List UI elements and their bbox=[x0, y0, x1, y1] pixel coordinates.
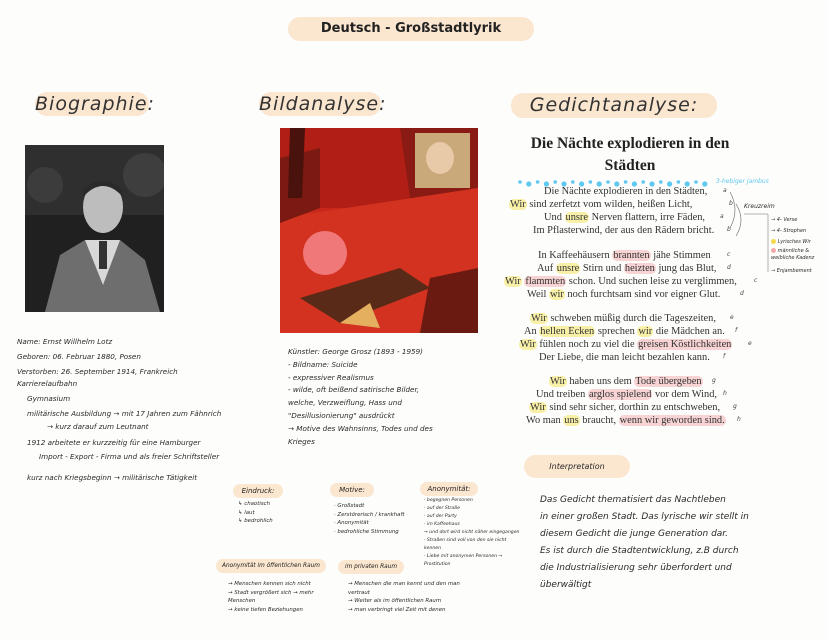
rhyme-mark: f bbox=[723, 353, 726, 360]
rhyme-mark: c bbox=[754, 277, 758, 284]
anonym-item: · begegnen Personen bbox=[424, 498, 473, 503]
motive-item: · Zerstörerisch / krankhaft bbox=[334, 511, 405, 518]
legend-item bbox=[771, 215, 828, 226]
interpretation-line: in einer großen Stadt. Das lyrische wir stellt in bbox=[540, 512, 749, 522]
rhyme-mark: e bbox=[748, 340, 752, 347]
hl-wir: Wir bbox=[550, 376, 566, 387]
anonym-item: · im Kaffeehaus bbox=[424, 522, 460, 527]
poem-line: Wir haben uns dem Tode übergeben bbox=[550, 376, 702, 387]
yellow-dot-icon bbox=[771, 239, 776, 244]
hl-wenn: wenn wir geworden sind. bbox=[619, 415, 725, 426]
interpretation-line: Das Gedicht thematisiert das Nachtleben bbox=[540, 495, 726, 505]
bio-item: → kurz darauf zum Leutnant bbox=[47, 421, 149, 431]
bio-item: Import - Export - Firma und als freier Schriftsteller bbox=[39, 452, 220, 462]
legend-item bbox=[771, 226, 828, 237]
poem-line: Wo man uns braucht, wenn wir geworden sind. bbox=[526, 415, 725, 426]
motive-label: Motive: bbox=[330, 483, 374, 497]
bio-item: Gymnasium bbox=[27, 394, 71, 404]
rhyme-mark: e bbox=[730, 314, 734, 321]
poem-line: In Kaffeehäusern brannten jähe Stimmen bbox=[538, 250, 711, 261]
oeffentlich-item: → keine tiefen Beziehungen bbox=[228, 606, 303, 613]
hl-brannten: brannten bbox=[613, 250, 650, 261]
legend-kreuzreim: Kreuzreim bbox=[744, 203, 775, 210]
eindruck-item: ↳ chaotisch bbox=[238, 501, 271, 507]
painting-suicide bbox=[280, 128, 478, 333]
privat-item: → Weiter als im öffentlichen Raum bbox=[348, 598, 442, 605]
rhyme-mark: g bbox=[733, 403, 737, 410]
poem-line: Wir schweben müßig durch die Tageszeiten, bbox=[531, 313, 716, 324]
legend-label: 4- Verse bbox=[776, 217, 798, 223]
hl-uns: uns bbox=[564, 415, 579, 426]
anonym-item: · Straßen sind voll von den sie nicht kennen bbox=[424, 538, 507, 551]
rhyme-mark: a bbox=[723, 187, 727, 194]
poem-line: Wir sind zerfetzt vom wilden, heißen Licht, bbox=[510, 199, 693, 210]
meter-dot bbox=[641, 180, 645, 184]
poem-line: Wir flammten schon. Und suchen leise zu verglimmen, bbox=[505, 276, 737, 287]
bild-line: - Bildname: Suicide bbox=[288, 359, 358, 369]
bio-karriere: Karrierelaufbahn bbox=[17, 379, 78, 389]
legend-item bbox=[771, 237, 828, 248]
interpretation-line: die Industrialisierung sehr überfordert und bbox=[540, 563, 732, 573]
eindruck-item: ↳ laut bbox=[238, 509, 255, 516]
bild-line: - expressiver Realismus bbox=[288, 372, 374, 382]
poem-line: Der Liebe, die man leicht bezahlen kann. bbox=[539, 352, 710, 363]
page-title: Deutsch - Großstadtlyrik bbox=[288, 17, 534, 41]
poem-line: An hellen Ecken sprechen wir die Mädchen an. bbox=[524, 326, 725, 337]
rhyme-mark: b bbox=[727, 226, 731, 233]
meter-dot bbox=[624, 180, 628, 184]
portrait-photo bbox=[25, 145, 164, 312]
meter-dot bbox=[571, 180, 575, 184]
meter-dot bbox=[606, 180, 610, 184]
meter-dot bbox=[659, 180, 663, 184]
poem-line: Im Pflasterwind, der aus den Rädern bricht. bbox=[533, 225, 715, 236]
oeffentlich-label: Anonymität im öffentlichen Raum bbox=[216, 559, 326, 573]
section-gedichtanalyse: Gedichtanalyse: bbox=[511, 93, 717, 118]
motive-item: · Großstadt bbox=[334, 503, 365, 509]
rhyme-mark: d bbox=[740, 290, 744, 297]
hl-flammten: flammten bbox=[525, 276, 566, 287]
hl-wir: wir bbox=[549, 289, 564, 300]
anonym-item: · Liebe mit anonymen Personen → Prostitution bbox=[424, 554, 503, 567]
rhyme-mark: a bbox=[720, 213, 724, 220]
bio-item: 1912 arbeitete er kurzzeitig für eine Hamburger bbox=[27, 437, 201, 447]
meter-dot bbox=[694, 180, 698, 184]
pink-dot-icon bbox=[771, 248, 776, 253]
hl-arglos: arglos spielend bbox=[588, 389, 652, 400]
motive-item: · bedrohliche Stimmung bbox=[334, 528, 399, 535]
arrow-icon: → bbox=[771, 268, 777, 274]
bild-line: Krieges bbox=[288, 436, 315, 446]
legend-label: 4- Strophen bbox=[776, 228, 807, 234]
poem-line: Auf unsre Stirn und heizten jung das Blut, bbox=[537, 263, 717, 274]
poem-title-line2: Städten bbox=[604, 157, 656, 174]
privat-item: → Menschen die man kennt und den man vertraut bbox=[348, 581, 460, 596]
bild-line: welche, Verzweiflung, Hass und bbox=[288, 398, 402, 408]
hl-wir: Wir bbox=[505, 276, 521, 287]
rhyme-mark: f bbox=[735, 327, 738, 334]
poem-line: Und treiben arglos spielend vor dem Wind, bbox=[536, 389, 718, 400]
poem-line: Wir fühlen noch zu viel die greisen Köstlichkeiten bbox=[520, 339, 732, 350]
hl-heizten: heizten bbox=[624, 263, 655, 274]
hl-unsre: unsre bbox=[556, 263, 580, 274]
bio-item: kurz nach Kriegsbeginn → militärische Tätigkeit bbox=[27, 473, 198, 483]
meter-dot bbox=[677, 180, 681, 184]
bild-line: Künstler: George Grosz (1893 - 1959) bbox=[288, 347, 423, 356]
oeffentlich-item: → Menschen kennen sich nicht bbox=[228, 581, 311, 587]
bio-item: militärische Ausbildung → mit 17 Jahren zum Fähnrich bbox=[27, 408, 222, 418]
hl-tode: Tode übergeben bbox=[635, 376, 702, 387]
poem-title-line1: Die Nächte explodieren in den bbox=[530, 135, 730, 152]
privat-item: → man verbringt viel Zeit mit denen bbox=[348, 606, 446, 613]
rhyme-mark: c bbox=[727, 251, 731, 258]
hl-wir: wir bbox=[638, 326, 653, 337]
interpretation-label: Interpretation bbox=[524, 455, 630, 478]
interpretation-line: Es ist durch die Stadtentwicklung, z.B durch bbox=[540, 546, 739, 556]
hl-wir: Wir bbox=[520, 339, 536, 350]
bio-geboren: Geboren: 06. Februar 1880, Posen bbox=[17, 351, 141, 361]
legend-label: Lyrisches Wir bbox=[777, 239, 811, 245]
poem-body bbox=[500, 186, 738, 426]
poem-line: Die Nächte explodieren in den Städten, bbox=[544, 186, 708, 197]
hl-wir: Wir bbox=[510, 199, 526, 210]
hl-hellen-ecken: hellen Ecken bbox=[540, 326, 595, 337]
rhyme-mark: h bbox=[723, 390, 727, 397]
bild-line: → Motive des Wahnsinns, Todes und des bbox=[288, 423, 433, 433]
legend-item bbox=[771, 266, 828, 277]
rhyme-mark: g bbox=[712, 377, 716, 384]
bild-line: - wilde, oft beißend satirische Bilder, bbox=[288, 385, 420, 395]
meter-dot bbox=[536, 180, 540, 184]
interpretation-line: überwältigt bbox=[540, 580, 592, 590]
bio-verstorben: Verstorben: 26. September 1914, Frankreich bbox=[17, 366, 178, 376]
hl-wir: Wir bbox=[530, 402, 546, 413]
rhyme-mark: d bbox=[727, 264, 731, 271]
motive-item: · Anonymität bbox=[334, 520, 369, 527]
interpretation-line: diesem Gedicht die junge Generation dar. bbox=[540, 529, 729, 539]
eindruck-item: ↳ bedrohlich bbox=[238, 518, 273, 525]
hl-wir: Wir bbox=[531, 313, 547, 324]
legend-item bbox=[771, 248, 828, 262]
section-biographie: Biographie: bbox=[35, 93, 155, 115]
anonym-item: → und dort wird nicht näher eingegangen bbox=[424, 530, 520, 535]
oeffentlich-item: → Stadt vergrößert sich → mehr Menschen bbox=[228, 589, 314, 605]
hl-greisen: greisen Köstlichkeiten bbox=[638, 339, 732, 350]
poem-line: Wir sind sehr sicher, dorthin zu entschweben, bbox=[530, 402, 721, 413]
anonym-item: · auf der Straße bbox=[424, 506, 460, 511]
section-bildanalyse: Bildanalyse: bbox=[259, 93, 387, 115]
arrow-icon: → bbox=[771, 228, 777, 234]
meter-dot bbox=[518, 180, 522, 184]
legend-label: männliche & weibliche Kadenz bbox=[771, 248, 815, 261]
meter-label: 3-hebiger Jambus bbox=[716, 178, 769, 185]
privat-label: im privaten Raum bbox=[338, 560, 404, 574]
meter-dot bbox=[589, 180, 593, 184]
bio-name: Name: Ernst Willhelm Lotz bbox=[17, 337, 113, 346]
poem-line: Und unsre Nerven flattern, irre Fäden, bbox=[544, 212, 705, 223]
meter-dot bbox=[553, 180, 557, 184]
poem-line: Weil wir noch furchtsam sind vor eigner Glut. bbox=[527, 289, 721, 300]
hl-unsre: unsre bbox=[565, 212, 589, 223]
anonym-item: · auf der Party bbox=[424, 514, 457, 519]
arrow-icon: → bbox=[771, 217, 777, 223]
legend-label: Enjambement bbox=[776, 268, 812, 274]
eindruck-label: Eindruck: bbox=[233, 484, 283, 498]
rhyme-mark: b bbox=[729, 200, 733, 207]
anonym-label: Anonymität: bbox=[420, 482, 478, 496]
bild-line: "Desillusionierung" ausdrückt bbox=[288, 410, 395, 420]
rhyme-mark: h bbox=[737, 416, 741, 423]
